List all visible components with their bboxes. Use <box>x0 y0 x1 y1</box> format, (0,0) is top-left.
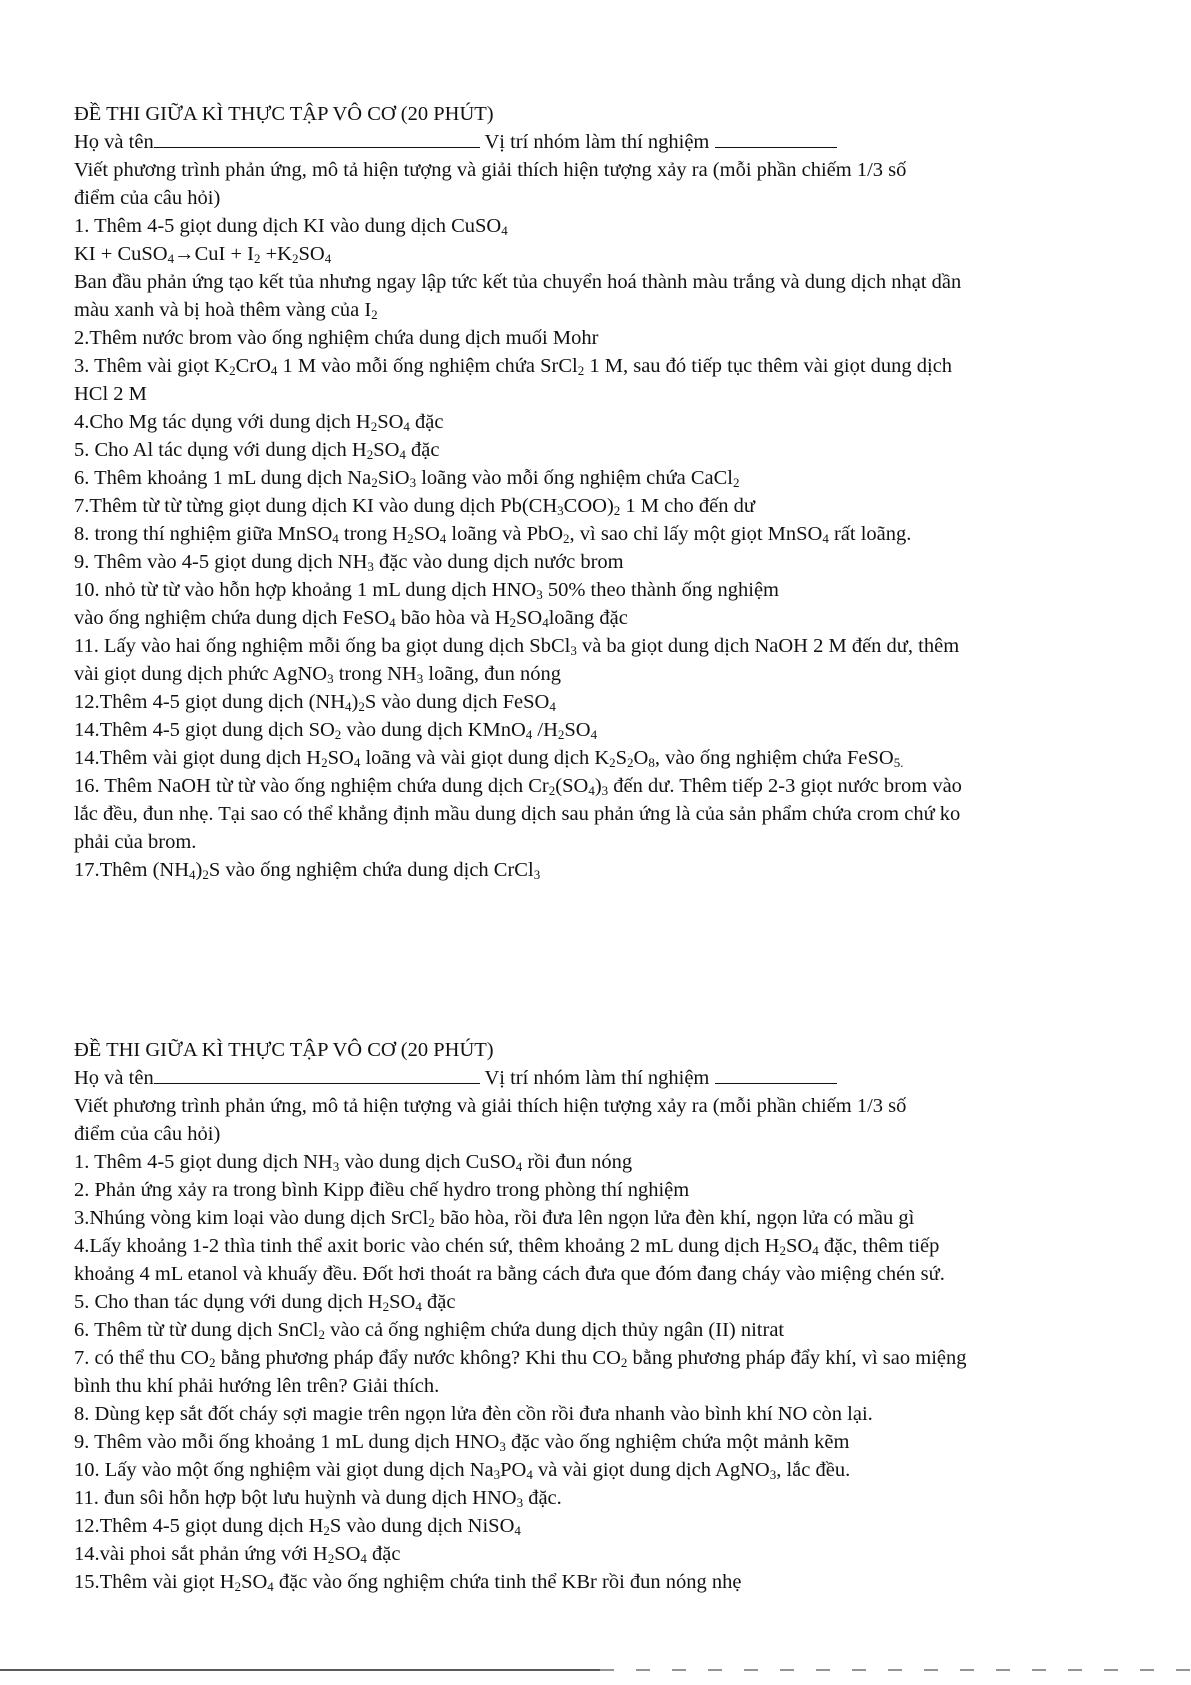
answer-observation: Ban đầu phản ứng tạo kết tủa nhưng ngay lập tức kết tủa chuyển hoá thành màu trắng và dung dịch nhạt dần <box>74 271 962 293</box>
question-4: 4.Cho Mg tác dụng với dung dịch $H_2SO_4$ đặc <box>74 411 444 434</box>
question-14a: 14.Thêm 4-5 giọt dung dịch $SO_2$ vào dung dịch KMnO$_4$ $/H_2SO_4$ <box>74 719 598 742</box>
question-14: 14.vài phoi sắt phản ứng với $H_2SO_4$ đặc <box>74 1543 401 1566</box>
name-blank[interactable] <box>154 129 480 148</box>
question-12: 12.Thêm 4-5 giọt dung dịch $(NH_4)_2S$ vào dung dịch FeSO$_4$ <box>74 691 556 714</box>
question-14b: 14.Thêm vài giọt dung dịch $H_2SO_4$ loãng và vài giọt dung dịch $K_2S_2O_8$, vào ống nghiệm chứa FeSO$_{5.}$ <box>74 747 904 770</box>
student-info-line <box>74 128 1134 156</box>
instruction: Viết phương trình phản ứng, mô tả hiện tượng và giải thích hiện tượng xảy ra (mỗi phần chiếm 1/3 số <box>74 1095 907 1117</box>
question-5: 5. Cho Al tác dụng với dung dịch $H_2SO_4$ đặc <box>74 439 440 462</box>
exam-sheet-1 <box>74 100 1134 884</box>
group-label: Vị trí nhóm làm thí nghiệm <box>484 1067 710 1089</box>
question-4-cont: khoảng 4 mL etanol và khuấy đều. Đốt hơi thoát ra bằng cách đưa que đóm đang cháy vào miệng chén sứ. <box>74 1263 945 1285</box>
question-7: 7. có thể thu $CO_2$ bằng phương pháp đẩy nước không? Khi thu $CO_2$ bằng phương pháp đẩy khí, vì sao miệng <box>74 1347 967 1370</box>
question-11-cont: vài giọt dung dịch phức AgNO$_3$ trong $NH_3$ loãng, đun nóng <box>74 663 562 686</box>
group-blank[interactable] <box>715 129 837 148</box>
question-3-cont: HCl 2 M <box>74 383 147 405</box>
question-9: 9. Thêm vào 4-5 giọt dung dịch $NH_3$ đặc vào dung dịch nước brom <box>74 551 624 574</box>
question-12: 12.Thêm 4-5 giọt dung dịch $H_2S$ vào dung dịch NiSO$_4$ <box>74 1515 521 1538</box>
question-8: 8. trong thí nghiệm giữa MnSO$_4$ trong $H_2SO_4$ loãng và PbO$_2$, vì sao chỉ lấy một giọt MnSO$_4$ rất loãng. <box>74 523 912 546</box>
question-3: 3. Thêm vài giọt $K_2CrO_4$ 1 M vào mỗi ống nghiệm chứa SrCl$_2$ 1 M, sau đó tiếp tục thêm vài giọt dung dịch <box>74 355 953 378</box>
question-16-cont-2: phải của brom. <box>74 831 197 853</box>
exam-sheet-2 <box>74 1036 1134 1596</box>
question-9: 9. Thêm vào mỗi ống khoảng 1 mL dung dịch $HNO_3$ đặc vào ống nghiệm chứa một mảnh kẽm <box>74 1431 850 1454</box>
instruction-cont: điểm của câu hỏi) <box>74 1123 221 1145</box>
question-1: 1. Thêm 4-5 giọt dung dịch KI vào dung dịch CuSO$_4$ <box>74 215 508 238</box>
name-blank[interactable] <box>154 1065 480 1084</box>
question-10-cont: vào ống nghiệm chứa dung dịch FeSO$_4$ bão hòa và $H_2SO_4loãng$ đặc <box>74 607 628 630</box>
instruction-cont: điểm của câu hỏi) <box>74 187 221 209</box>
question-16-cont: lắc đều, đun nhẹ. Tại sao có thể khẳng định mầu dung dịch sau phản ứng là của sản phẩm chứa crom chứ ko <box>74 803 961 825</box>
answer-equation: KI + CuSO$_4$→CuI + $I_2 +K_2SO_4$ <box>74 243 332 266</box>
group-label: Vị trí nhóm làm thí nghiệm <box>484 131 710 153</box>
question-4: 4.Lấy khoảng 1-2 thìa tinh thể axit boric vào chén sứ, thêm khoảng 2 mL dung dịch $H_2SO_4$ đặc, thêm tiếp <box>74 1235 940 1258</box>
exam-title: ĐỀ THI GIỮA KÌ THỰC TẬP VÔ CƠ (20 PHÚT) <box>74 1039 494 1061</box>
name-label: Họ và tên <box>74 1067 154 1089</box>
question-10: 10. Lấy vào một ống nghiệm vài giọt dung dịch $Na_3PO_4$ và vài giọt dung dịch AgNO$_3$, lắc đều. <box>74 1459 851 1482</box>
question-5: 5. Cho than tác dụng với dung dịch $H_2SO_4$ đặc <box>74 1291 456 1314</box>
answer-observation-cont: màu xanh và bị hoà thêm vàng của $I_2$ <box>74 299 378 322</box>
question-10: 10. nhỏ từ từ vào hỗn hợp khoảng 1 mL dung dịch $HNO_3$ 50% theo thành ống nghiệm <box>74 579 779 602</box>
question-7: 7.Thêm từ từ từng giọt dung dịch KI vào dung dịch $Pb(CH_3COO)_2$ 1 M cho đến dư <box>74 495 755 518</box>
question-11: 11. đun sôi hỗn hợp bột lưu huỳnh và dung dịch $HNO_3$ đặc. <box>74 1487 562 1510</box>
question-6: 6. Thêm từ từ dung dịch SnCl$_2$ vào cả ống nghiệm chứa dung dịch thủy ngân (II) nitrat <box>74 1319 785 1342</box>
question-2: 2. Phản ứng xảy ra trong bình Kipp điều chế hydro trong phòng thí nghiệm <box>74 1179 690 1201</box>
question-7-cont: bình thu khí phải hướng lên trên? Giải thích. <box>74 1375 440 1397</box>
question-17: 17.Thêm $(NH_4)_2S$ vào ống nghiệm chứa dung dịch CrCl$_3$ <box>74 859 541 882</box>
exam-title: ĐỀ THI GIỮA KÌ THỰC TẬP VÔ CƠ (20 PHÚT) <box>74 103 494 125</box>
group-blank[interactable] <box>715 1065 837 1084</box>
student-info-line <box>74 1064 1134 1092</box>
question-3: 3.Nhúng vòng kim loại vào dung dịch SrCl$_2$ bão hòa, rồi đưa lên ngọn lửa đèn khí, ngọn lửa có mầu gì <box>74 1207 915 1230</box>
question-2: 2.Thêm nước brom vào ống nghiệm chứa dung dịch muối Mohr <box>74 327 599 349</box>
question-1: 1. Thêm 4-5 giọt dung dịch $NH_3$ vào dung dịch CuSO$_4$ rồi đun nóng <box>74 1151 633 1174</box>
instruction: Viết phương trình phản ứng, mô tả hiện tượng và giải thích hiện tượng xảy ra (mỗi phần chiếm 1/3 số <box>74 159 907 181</box>
question-8: 8. Dùng kẹp sắt đốt cháy sợi magie trên ngọn lửa đèn cồn rồi đưa nhanh vào bình khí NO còn lại. <box>74 1403 873 1425</box>
question-6: 6. Thêm khoảng 1 mL dung dịch $Na_2SiO_3$ loãng vào mỗi ống nghiệm chứa CaCl$_2$ <box>74 467 740 490</box>
page-edge-line <box>0 1668 1191 1672</box>
question-15: 15.Thêm vài giọt $H_2SO_4$ đặc vào ống nghiệm chứa tinh thể KBr rồi đun nóng nhẹ <box>74 1571 742 1594</box>
question-11: 11. Lấy vào hai ống nghiệm mỗi ống ba giọt dung dịch SbCl$_3$ và ba giọt dung dịch NaOH 2 M đến dư, thêm <box>74 635 960 658</box>
name-label: Họ và tên <box>74 131 154 153</box>
question-16: 16. Thêm NaOH từ từ vào ống nghiệm chứa dung dịch $Cr_2(SO_4)_3$ đến dư. Thêm tiếp 2-3 giọt nước brom vào <box>74 775 962 798</box>
